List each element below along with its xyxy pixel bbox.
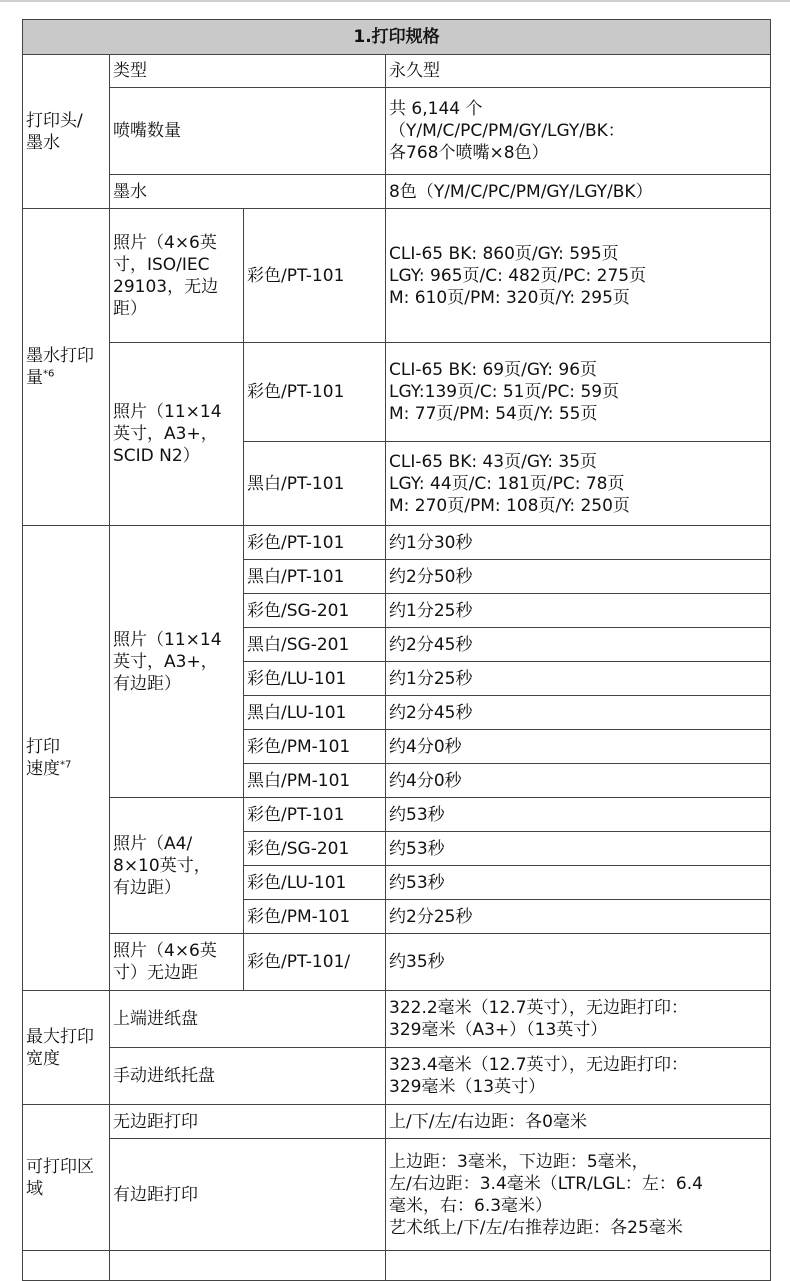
paper-cell [110,343,244,526]
value-line: （Y/M/C/PC/PM/GY/LGY/BK： [389,121,625,141]
footnote-mark: *7 [60,759,72,771]
paper-line: 照片（A4/ [113,833,193,854]
mode-cell: 彩色/SG-201 [244,594,386,628]
value-line: CLI-65 BK: 43页/GY: 35页 [389,451,598,472]
row-label-top-tray: 上端进纸盘 [110,991,386,1048]
table-title: 1.打印规格 [23,20,771,55]
row-value-bordered [386,1139,771,1251]
mode-cell: 彩色/LU-101 [244,866,386,900]
section-print-speed [23,526,110,991]
paper-cell [110,798,244,934]
paper-line: 照片（11×14 [113,402,222,422]
paper-line: 29103，无边 [113,276,219,297]
value-line: 上边距：3毫米，下边距：5毫米， [389,1151,649,1172]
speed-value-cell: 约1分25秒 [386,594,771,628]
mode-cell: 黑白/SG-201 [244,628,386,662]
speed-value-cell: 约2分25秒 [386,900,771,934]
paper-line: 有边距） [113,877,181,898]
speed-value-cell: 约1分25秒 [386,662,771,696]
value-line: M: 77页/PM: 54页/Y: 55页 [389,404,598,424]
row-label-bordered: 有边距打印 [110,1139,386,1251]
row-value-manual-tray [386,1048,771,1105]
section-printhead [23,55,110,209]
section-ink-yield [23,209,110,526]
paper-line: 照片（4×6英 [113,232,217,253]
section-printable-area [23,1105,110,1251]
mode-cell: 黑白/PT-101 [244,442,386,526]
row-label-borderless: 无边距打印 [110,1105,386,1139]
value-line: 共 6,144 个 [389,99,483,119]
row-value-top-tray [386,991,771,1048]
mode-cell: 彩色/SG-201 [244,832,386,866]
yield-value-cell [386,209,771,343]
paper-line: 寸）无边距 [113,963,198,983]
speed-value-cell: 约35秒 [386,934,771,991]
paper-line: 8×10英寸， [113,855,211,876]
speed-value-cell: 约53秒 [386,832,771,866]
row-value-ink: 8色（Y/M/C/PC/PM/GY/LGY/BK） [386,175,771,209]
section-label-line: 墨水 [26,132,60,153]
row-value-nozzles [386,88,771,175]
row-label-type: 类型 [110,55,386,88]
paper-cell [110,934,244,991]
section-label-line: 可打印区 [26,1156,94,1177]
speed-value-cell: 约53秒 [386,798,771,832]
mode-cell: 彩色/PT-101 [244,798,386,832]
value-line: LGY: 44页/C: 181页/PC: 78页 [389,473,625,494]
value-line: 329毫米（13英寸） [389,1077,546,1097]
mode-cell: 彩色/LU-101 [244,662,386,696]
paper-line: 距） [113,298,147,319]
section-label-line: 域 [26,1178,43,1199]
speed-value-cell: 约1分30秒 [386,526,771,560]
mode-cell: 彩色/PT-101 [244,343,386,442]
mode-cell: 黑白/PT-101 [244,560,386,594]
paper-line: 英寸，A3+， [113,424,218,444]
section-label-line: 宽度 [26,1048,60,1069]
row-label-nozzles: 喷嘴数量 [110,88,386,175]
row-label-manual-tray: 手动进纸托盘 [110,1048,386,1105]
speed-value-cell: 约2分50秒 [386,560,771,594]
section-label-line: 打印头/ [26,110,83,131]
paper-line: SCID N2） [113,446,200,466]
mode-cell: 黑白/PM-101 [244,764,386,798]
mode-cell: 彩色/PT-101 [244,526,386,560]
mode-cell: 彩色/PT-101 [244,209,386,343]
yield-value-cell [386,442,771,526]
mode-cell: 彩色/PT-101/ [244,934,386,991]
paper-line: 照片（11×14 [113,629,222,650]
speed-value-cell: 约2分45秒 [386,628,771,662]
value-line: LGY:139页/C: 51页/PC: 59页 [389,382,620,402]
value-line: 各768个喷嘴×8色） [389,143,549,163]
value-line: 艺术纸上/下/左/右推荐边距：各25毫米 [389,1217,683,1238]
top-divider-line [0,0,790,2]
paper-cell [110,526,244,798]
value-line: 毫米，右：6.3毫米） [389,1195,553,1216]
value-line: 322.2毫米（12.7英寸），无边距打印： [389,998,689,1018]
paper-line: 有边距） [113,673,181,694]
row-value-type: 永久型 [386,55,771,88]
section-label-line: 速度 [26,759,60,779]
mode-cell: 黑白/LU-101 [244,696,386,730]
speed-value-cell: 约53秒 [386,866,771,900]
value-line: CLI-65 BK: 69页/GY: 96页 [389,360,598,380]
paper-line: 照片（4×6英 [113,941,217,961]
value-line: M: 610页/PM: 320页/Y: 295页 [389,287,630,308]
section-label-line: 最大打印 [26,1026,94,1047]
value-line: M: 270页/PM: 108页/Y: 250页 [389,495,630,516]
paper-line: 寸，ISO/IEC [113,254,210,275]
value-line: 329毫米（A3+）（13英寸） [389,1020,608,1040]
row-label-ink: 墨水 [110,175,386,209]
value-line: LGY: 965页/C: 482页/PC: 275页 [389,265,647,286]
mode-cell: 彩色/PM-101 [244,730,386,764]
footnote-mark: *6 [43,368,55,380]
row-value-borderless: 上/下/左/右边距：各0毫米 [386,1105,771,1139]
speed-value-cell: 约2分45秒 [386,696,771,730]
speed-value-cell: 约4分0秒 [386,764,771,798]
section-max-width [23,991,110,1105]
print-spec-table [22,19,771,1281]
yield-value-cell [386,343,771,442]
section-label-line: 打印 [26,737,60,757]
value-line: CLI-65 BK: 860页/GY: 595页 [389,243,619,264]
mode-cell: 彩色/PM-101 [244,900,386,934]
section-label: 墨水打印量 [26,346,94,388]
paper-cell [110,209,244,343]
value-line: 323.4毫米（12.7英寸），无边距打印： [389,1055,689,1075]
value-line: 左/右边距：3.4毫米（LTR/LGL：左：6.4 [389,1173,703,1194]
paper-line: 英寸，A3+， [113,651,218,672]
speed-value-cell: 约4分0秒 [386,730,771,764]
